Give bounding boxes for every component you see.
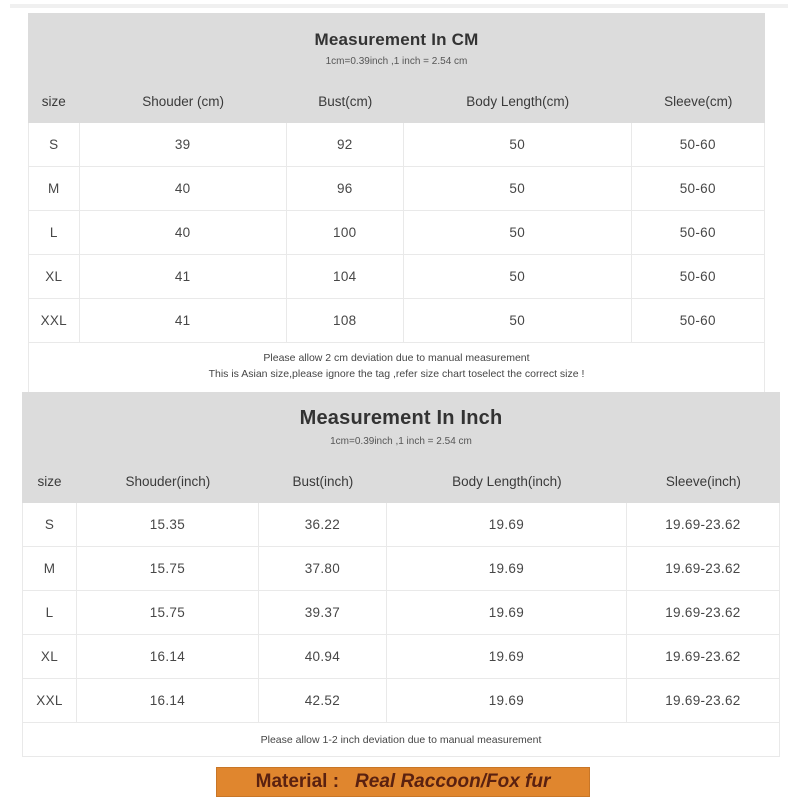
size-cell: L: [22, 591, 77, 635]
inch-column-header-row: [22, 474, 780, 503]
size-cell: XL: [22, 635, 77, 679]
column-header-shoulder: Shouder(inch): [125, 474, 211, 489]
body-length-cell: 19.69: [387, 679, 627, 723]
body-length-cell: 19.69: [387, 547, 627, 591]
bust-cell: 104: [287, 255, 404, 299]
sleeve-cell: 50-60: [632, 299, 765, 343]
inch-table-title: Measurement In Inch: [299, 407, 503, 429]
shoulder-cell: 40: [80, 167, 287, 211]
body-length-cell: 50: [404, 299, 632, 343]
bust-cell: 42.52: [259, 679, 387, 723]
body-length-cell: 19.69: [387, 635, 627, 679]
note-line: This is Asian size,please ignore the tag ,refer size chart toselect the correct size !: [208, 367, 585, 380]
column-header-size: size: [41, 94, 66, 109]
sleeve-cell: 50-60: [632, 211, 765, 255]
body-length-cell: 19.69: [387, 591, 627, 635]
body-length-cell: 50: [404, 167, 632, 211]
sleeve-cell: 50-60: [632, 255, 765, 299]
column-header-size: size: [37, 474, 62, 489]
material-label: Material :: [255, 771, 340, 792]
bust-cell: 40.94: [259, 635, 387, 679]
body-length-cell: 50: [404, 255, 632, 299]
sleeve-cell: 50-60: [632, 167, 765, 211]
size-cell: XL: [28, 255, 80, 299]
table-row: [28, 299, 765, 343]
size-cell: M: [22, 547, 77, 591]
table-row: [22, 635, 780, 679]
size-cell: S: [28, 123, 80, 167]
column-header-body-length: Body Length(inch): [452, 474, 562, 489]
column-header-bust: Bust(inch): [292, 474, 354, 489]
top-artifact-line: [10, 4, 788, 8]
cm-column-header-row: [28, 94, 765, 123]
sleeve-cell: 19.69-23.62: [627, 679, 780, 723]
bust-cell: 37.80: [259, 547, 387, 591]
table-row: [22, 591, 780, 635]
table-row: [22, 503, 780, 547]
size-cell: M: [28, 167, 80, 211]
size-cell: S: [22, 503, 77, 547]
body-length-cell: 50: [404, 123, 632, 167]
inch-table-notes: [22, 723, 780, 757]
sleeve-cell: 19.69-23.62: [627, 635, 780, 679]
size-cell: XXL: [28, 299, 80, 343]
bust-cell: 92: [287, 123, 404, 167]
cm-table-notes: [28, 343, 765, 394]
cm-table-subtitle: 1cm=0.39inch ,1 inch = 2.54 cm: [325, 56, 468, 67]
body-length-cell: 19.69: [387, 503, 627, 547]
shoulder-cell: 15.35: [77, 503, 259, 547]
table-row: [28, 167, 765, 211]
bust-cell: 96: [287, 167, 404, 211]
size-cell: XXL: [22, 679, 77, 723]
table-row: [22, 679, 780, 723]
material-value: Real Raccoon/Fox fur: [355, 771, 551, 792]
column-header-bust: Bust(cm): [318, 94, 373, 109]
note-line: Please allow 2 cm deviation due to manual measurement: [263, 352, 530, 364]
bust-cell: 39.37: [259, 591, 387, 635]
column-header-shoulder: Shouder (cm): [142, 94, 225, 109]
inch-table-header: [22, 392, 780, 503]
shoulder-cell: 41: [80, 255, 287, 299]
material-banner: [216, 767, 590, 797]
bust-cell: 36.22: [259, 503, 387, 547]
inch-table-body: [22, 503, 780, 723]
bust-cell: 108: [287, 299, 404, 343]
size-cell: L: [28, 211, 80, 255]
shoulder-cell: 15.75: [77, 591, 259, 635]
sleeve-cell: 19.69-23.62: [627, 547, 780, 591]
column-header-sleeve: Sleeve(inch): [665, 474, 741, 489]
bust-cell: 100: [287, 211, 404, 255]
inch-measurement-table: [22, 392, 780, 757]
sleeve-cell: 50-60: [632, 123, 765, 167]
table-row: [28, 123, 765, 167]
cm-table-body: [28, 123, 765, 343]
shoulder-cell: 40: [80, 211, 287, 255]
table-row: [28, 255, 765, 299]
inch-table-subtitle: 1cm=0.39inch ,1 inch = 2.54 cm: [330, 436, 472, 447]
cm-measurement-table: [28, 13, 765, 394]
shoulder-cell: 15.75: [77, 547, 259, 591]
cm-table-header: [28, 13, 765, 123]
shoulder-cell: 16.14: [77, 679, 259, 723]
note-line: Please allow 1-2 inch deviation due to manual measurement: [260, 734, 542, 746]
shoulder-cell: 41: [80, 299, 287, 343]
column-header-sleeve: Sleeve(cm): [664, 94, 733, 109]
sleeve-cell: 19.69-23.62: [627, 503, 780, 547]
table-row: [28, 211, 765, 255]
sleeve-cell: 19.69-23.62: [627, 591, 780, 635]
table-row: [22, 547, 780, 591]
cm-table-title: Measurement In CM: [314, 30, 479, 49]
shoulder-cell: 16.14: [77, 635, 259, 679]
column-header-body-length: Body Length(cm): [466, 94, 570, 109]
body-length-cell: 50: [404, 211, 632, 255]
shoulder-cell: 39: [80, 123, 287, 167]
